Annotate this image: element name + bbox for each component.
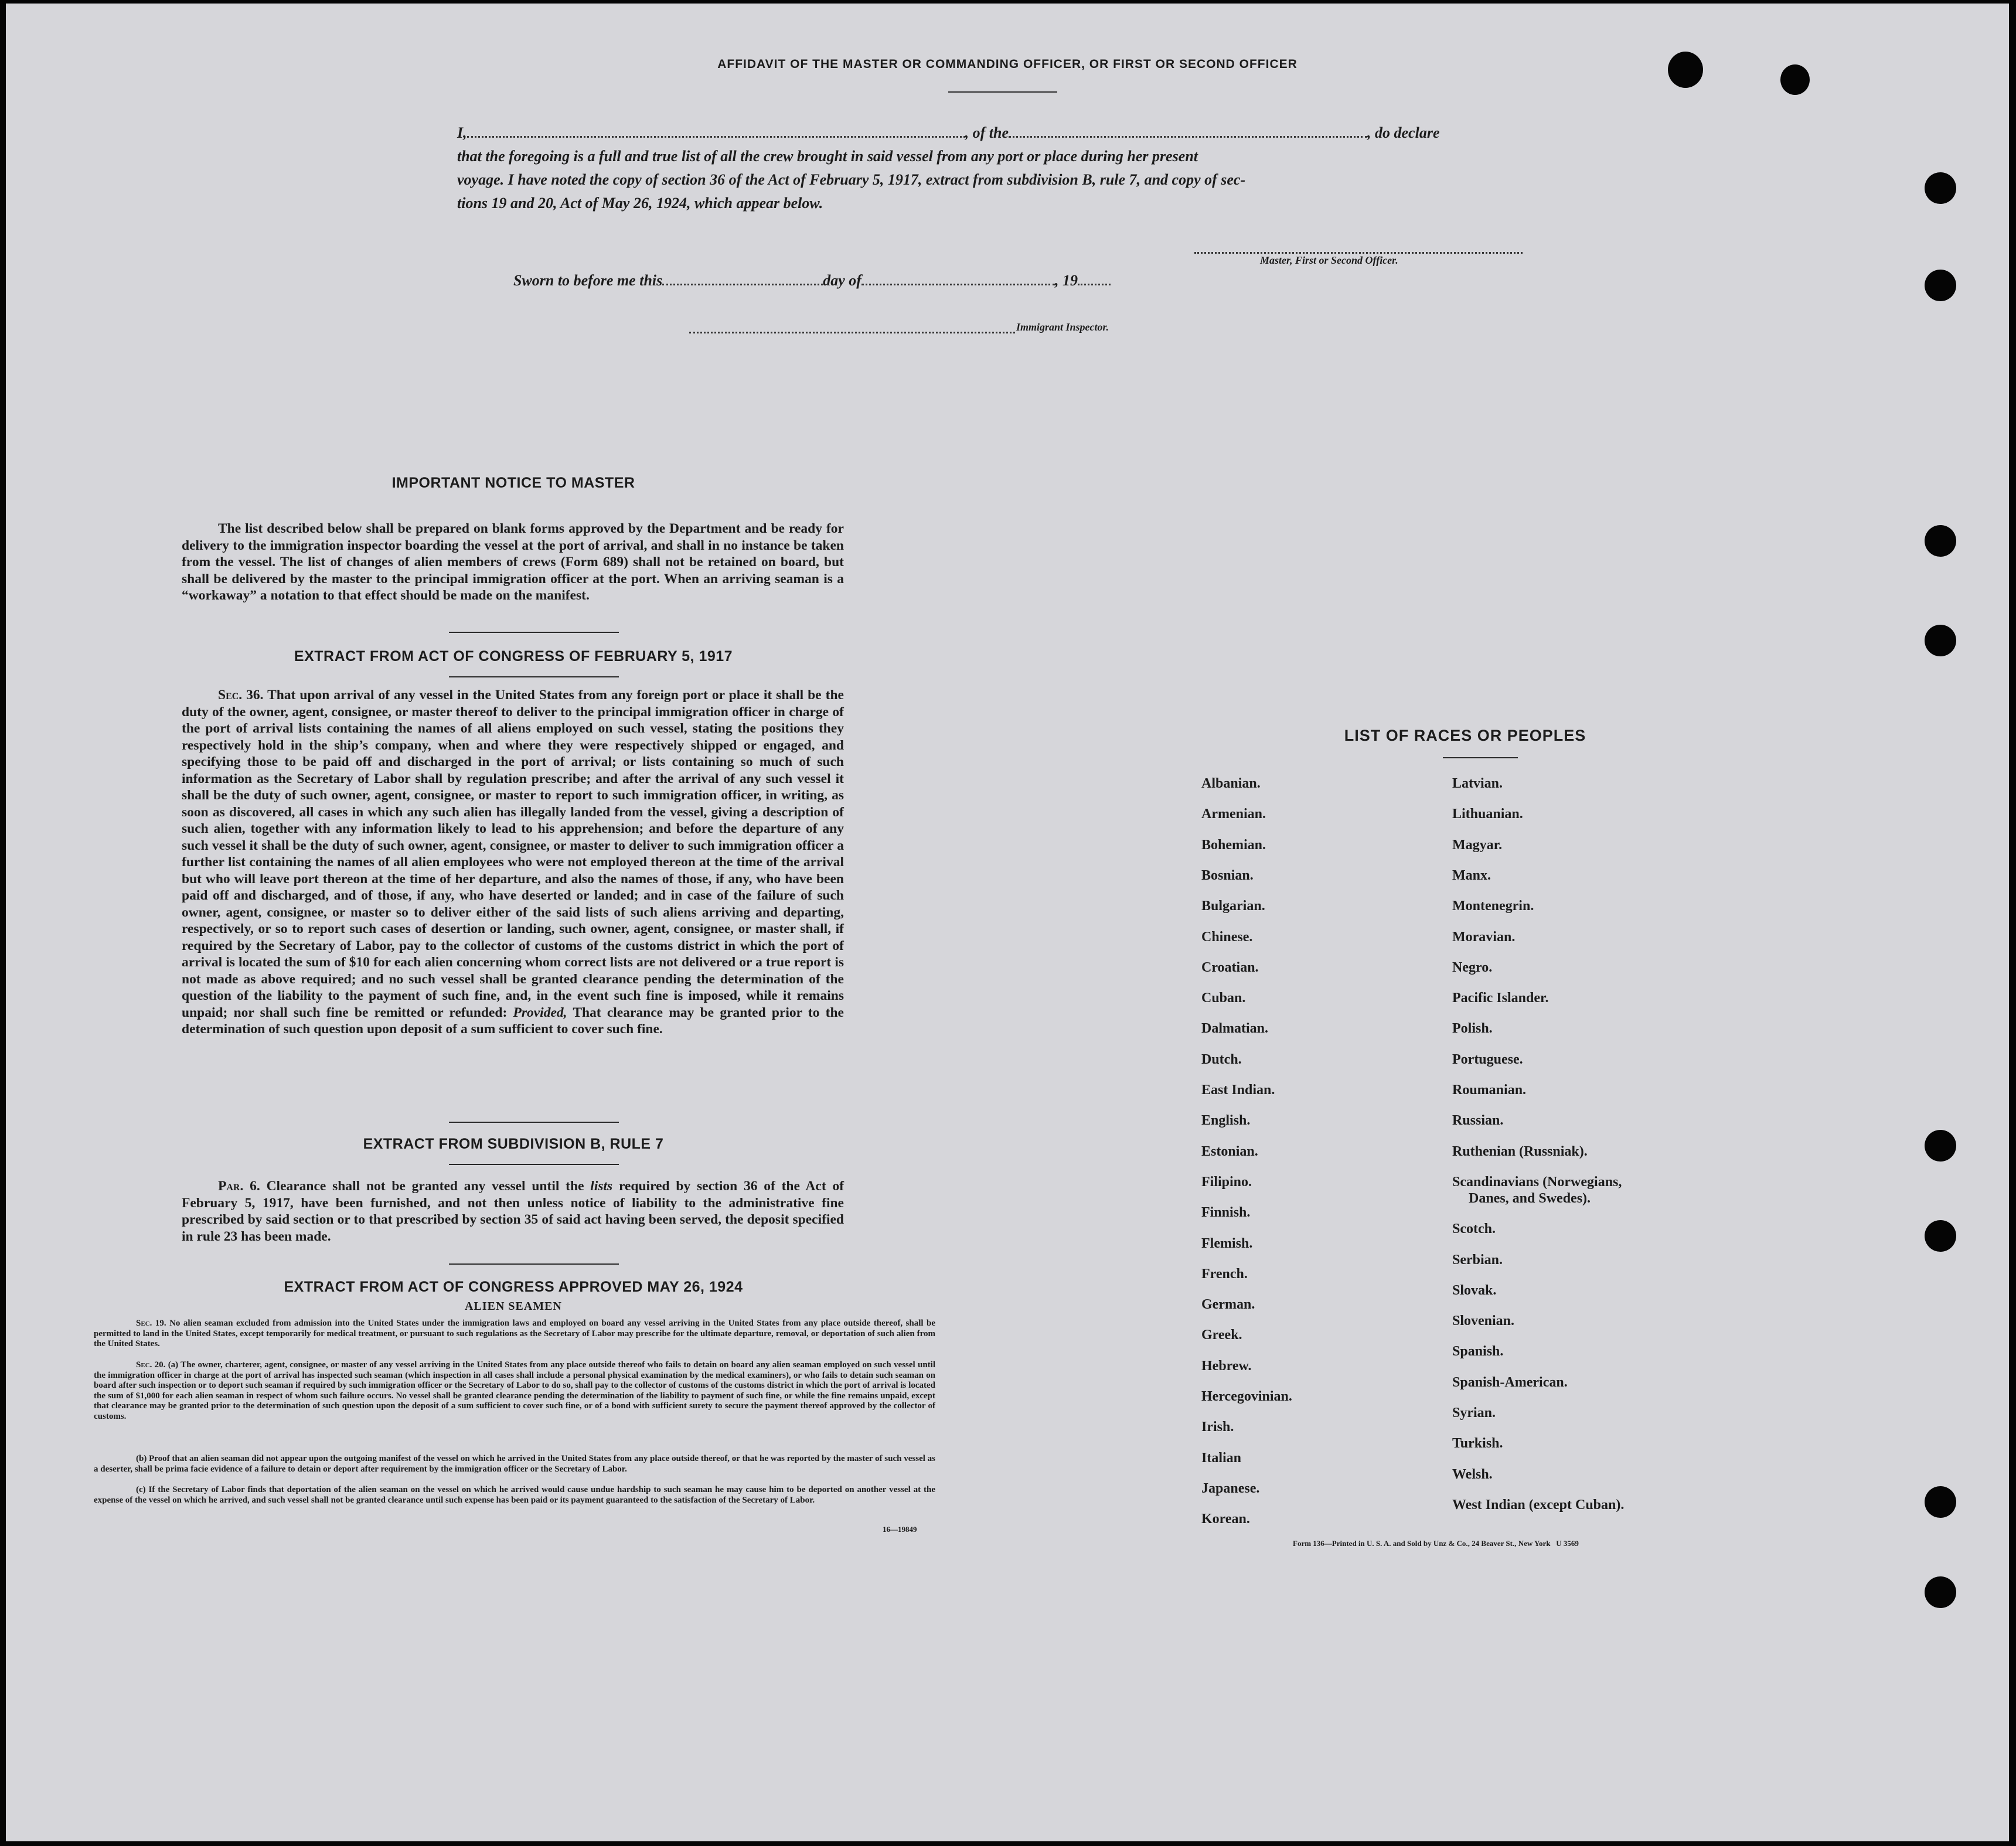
name-blank[interactable]: [467, 124, 965, 138]
race-item: Lithuanian.: [1452, 806, 1523, 822]
race-item: Russian.: [1452, 1113, 1504, 1129]
punch-hole: [1925, 525, 1956, 557]
punch-hole: [1925, 625, 1956, 656]
rule-7-body-a: Clearance shall not be granted any vessel until the: [266, 1179, 584, 1194]
race-item: Portuguese.: [1452, 1051, 1523, 1067]
title-underline: [948, 91, 1057, 93]
section-36-label: Sec. 36.: [218, 687, 264, 703]
race-item: Manx.: [1452, 867, 1491, 883]
affidavit-line-3: voyage. I have noted the copy of section 36 of the Act of February 5, 1917, extract from subdivision B, rule 7, and copy of sec-: [457, 171, 1246, 188]
affidavit-line-2: that the foregoing is a full and true list of all the crew brought in said vessel from any port or place during her present: [457, 148, 1198, 165]
punch-hole: [1925, 1486, 1956, 1518]
race-item: Roumanian.: [1452, 1082, 1527, 1098]
master-caption: Master, First or Second Officer.: [1260, 254, 1398, 266]
race-item: Scotch.: [1452, 1221, 1496, 1237]
race-item: Filipino.: [1201, 1174, 1252, 1190]
rule-7-heading: EXTRACT FROM SUBDIVISION B, RULE 7: [363, 1136, 664, 1152]
races-underline: [1443, 757, 1518, 758]
affidavit-line-4: tions 19 and 20, Act of May 26, 1924, which appear below.: [457, 195, 823, 212]
race-item: Japanese.: [1201, 1480, 1260, 1496]
race-item: Slovak.: [1452, 1282, 1497, 1298]
race-item: Welsh.: [1452, 1466, 1493, 1482]
race-item: Greek.: [1201, 1327, 1242, 1343]
extract-1924-heading: EXTRACT FROM ACT OF CONGRESS APPROVED MAY 26, 1924: [284, 1279, 743, 1295]
affidavit-line-1: [457, 124, 1559, 142]
race-item: Latvian.: [1452, 776, 1503, 791]
divider: [449, 676, 619, 677]
day-blank[interactable]: [662, 272, 823, 285]
inspector-caption: Immigrant Inspector.: [1016, 321, 1109, 333]
inspector-signature-line[interactable]: [689, 320, 1015, 333]
race-item: Magyar.: [1452, 837, 1503, 853]
race-item: West Indian (except Cuban).: [1452, 1497, 1625, 1513]
race-item: Turkish.: [1452, 1436, 1503, 1452]
lists-word: lists: [590, 1179, 613, 1194]
affidavit-title: AFFIDAVIT OF THE MASTER OR COMMANDING OFFICER, OR FIRST OR SECOND OFFICER: [717, 57, 1298, 71]
year-blank[interactable]: [1078, 272, 1111, 285]
form-imprint: Form 136—Printed in U. S. A. and Sold by Unz & Co., 24 Beaver St., New York U 3569: [1293, 1539, 1579, 1548]
race-item: Croatian.: [1201, 959, 1259, 975]
master-signature-line[interactable]: [1194, 240, 1523, 254]
document-page: [6, 4, 2009, 1841]
punch-hole: [1925, 1576, 1956, 1608]
race-item: Chinese.: [1201, 929, 1253, 945]
section-20-label: Sec. 20.: [136, 1360, 166, 1370]
notice-heading: IMPORTANT NOTICE TO MASTER: [391, 475, 635, 491]
section-36-text: [182, 687, 844, 1038]
divider: [449, 1164, 619, 1165]
i-label: I,: [457, 124, 467, 141]
section-20a-text: [94, 1360, 935, 1422]
race-item: East Indian.: [1201, 1082, 1275, 1098]
race-item: Bohemian.: [1201, 837, 1266, 853]
race-item: Montenegrin.: [1452, 898, 1534, 914]
day-of-label: day of: [823, 272, 861, 289]
race-item: Albanian.: [1201, 776, 1261, 791]
extract-1917-heading: EXTRACT FROM ACT OF CONGRESS OF FEBRUARY 5, 1917: [294, 648, 733, 665]
par-6-label: Par. 6.: [218, 1179, 260, 1194]
section-36-end: That clearance may be granted prior to the determination of such question upon deposit of a sum sufficient to cover such fine.: [182, 1004, 844, 1037]
race-item: Moravian.: [1452, 929, 1516, 945]
race-item: Hercegovinian.: [1201, 1389, 1292, 1404]
section-20c-text: (c) If the Secretary of Labor finds that deportation of the alien seaman on the vessel on which he arrived would cause undue hardship to such seaman he may cause him to be deported on another vessel at the expense of the vessel on which he arrived, and such vessel shall not be granted clearance until such expense has been paid or its payment guaranteed to the satisfaction of the Secretary of Labor.: [94, 1485, 935, 1505]
section-19-label: Sec. 19.: [136, 1319, 166, 1328]
race-item: Danes, and Swedes).: [1469, 1190, 1591, 1206]
print-code: 16—19849: [883, 1525, 917, 1534]
race-item: Dutch.: [1201, 1051, 1242, 1067]
races-heading: LIST OF RACES OR PEOPLES: [1344, 727, 1586, 744]
section-36-body: That upon arrival of any vessel in the United States from any foreign port or place it shall be the duty of the owner, agent, consignee, or master thereof to deliver to the principal immigration officer in charge of the port of arrival lists containing the names of all aliens employed on such vessel, stating the positions they respectively hold in the ship’s company, when and where they were respectively shipped or engaged, and specifying those to be paid off and discharged in the port of arrival; or lists containing so much of such information as the Secretary of Labor shall by regulation prescribe; and after the arrival of any such vessel it shall be the duty of such owner, agent, consignee, or master to report to such immigration officer, in writing, as soon as discovered, all cases in which any such alien has illegally landed from the vessel, giving a description of such alien, together with any information likely to lead to his apprehension; and before the departure of any such vessel it shall be the duty of such owner, agent, consignee, or master to deliver to such immigration officer a further list containing the names of all alien employees who were not employed thereon at the time of the arrival but who will leave port thereon at the time of her departure, and also the names of those, if any, who have been paid off and discharged, and of those, if any, who have deserted or landed; and in case of the failure of such owner, agent, consignee, or master so to deliver either of the said lists of such aliens arriving and departing, respectively, or so to report such cases of desertion or landing, such owner, agent, consignee, or master shall, if required by the Secretary of Labor, pay to the collector of customs of the customs district in which the port of arrival is located the sum of $10 for each alien concerning whom correct lists are not delivered or a true report is not made as above required; and no such vessel shall be granted clearance pending the determination of the question of the liability to the payment of such fine, and, in the event such fine is imposed, while it remains unpaid; nor shall such fine be remitted or refunded:: [182, 687, 844, 1020]
race-item: German.: [1201, 1297, 1255, 1313]
race-item: Slovenian.: [1452, 1313, 1515, 1329]
race-item: Armenian.: [1201, 806, 1266, 822]
sworn-line: [513, 272, 1615, 289]
race-item: Italian: [1201, 1450, 1242, 1466]
punch-hole: [1925, 172, 1956, 204]
race-item: Ruthenian (Russniak).: [1452, 1143, 1588, 1159]
provided-word: Provided,: [513, 1004, 567, 1020]
section-20b-text: (b) Proof that an alien seaman did not appear upon the outgoing manifest of the vessel on which he arrived in the United States from any place outside thereof, or that he was reported by the master of such vessel as a deserter, shall be prima facie evidence of a failure to detain or deport after requirement by the immigration officer or the Secretary of Labor.: [94, 1454, 935, 1474]
section-20a-body: (a) The owner, charterer, agent, consignee, or master of any vessel arriving in the United States from any place outside thereof who fails to detain on board any alien seaman employed on such vessel until the immigration officer in charge at the port of arrival has inspected such seaman (which inspection in all cases shall include a personal physical examination by the medical examiners), or who fails to detain such seaman on board after such inspection or to deport such seaman if required by such immigration officer or the Secretary of Labor to do so, shall pay to the collector of customs of the customs district in which the port of arrival is located the sum of $1,000 for each alien seaman in respect of whom such failure occurs. No vessel shall be granted clearance pending the determination of the liability to payment of such fine, or while the fine remains unpaid, except that clearance may be granted prior to the determination of such question upon the deposit of a sum sufficient to cover such fine, or of a bond with sufficient surety to secure the payment thereof approved by the collector of customs.: [94, 1360, 935, 1421]
notice-text: The list described below shall be prepared on blank forms approved by the Department and be ready for delivery to the immigration inspector boarding the vessel at the port of arrival, and shall in no instance be taken from the vessel. The list of changes of alien members of crews (Form 689) shall not be retained on board, but shall be delivered by the master to the principal immigration officer at the port. When an arriving seaman is a “workaway” a notation to that effect should be made on the manifest.: [182, 521, 844, 603]
race-item: Serbian.: [1452, 1252, 1503, 1268]
punch-hole: [1925, 270, 1956, 301]
divider: [449, 1122, 619, 1123]
race-item: Cuban.: [1201, 990, 1246, 1006]
year-label: , 19: [1054, 272, 1078, 289]
race-item: Polish.: [1452, 1021, 1493, 1037]
race-item: Bulgarian.: [1201, 898, 1265, 914]
race-item: Pacific Islander.: [1452, 990, 1549, 1006]
race-item: Korean.: [1201, 1511, 1250, 1527]
race-item: Negro.: [1452, 959, 1493, 975]
race-item: Finnish.: [1201, 1205, 1251, 1221]
divider: [449, 632, 619, 633]
alien-seamen-subheading: ALIEN SEAMEN: [465, 1300, 562, 1313]
race-item: Irish.: [1201, 1419, 1234, 1435]
sworn-label: Sworn to before me this: [513, 272, 663, 289]
month-blank[interactable]: [861, 272, 1055, 285]
punch-hole: [1925, 1130, 1956, 1162]
of-the-label: , of the: [965, 124, 1009, 141]
punch-hole: [1925, 1220, 1956, 1252]
race-item: Scandinavians (Norwegians,: [1452, 1174, 1622, 1190]
race-item: English.: [1201, 1113, 1251, 1129]
do-declare-label: , do declare: [1367, 124, 1440, 141]
race-item: Estonian.: [1201, 1143, 1258, 1159]
race-item: Bosnian.: [1201, 867, 1254, 883]
vessel-blank[interactable]: [1009, 124, 1367, 138]
rule-7-body-b: required by section 36 of the Act of February 5, 1917, have been furnished, and not then unless notice of liability to the administrative fine prescribed by said section or to that prescribed by section 35 of said act having been served, the deposit specified in rule 23 has been made.: [182, 1179, 844, 1244]
race-item: French.: [1201, 1266, 1248, 1282]
section-19-text: [94, 1319, 935, 1350]
section-19-body: No alien seaman excluded from admission into the United States under the immigration laws and employed on board any vessel arriving in the United States from any place outside thereof, shall be permitted to land in the United States, except temporarily for medical treatment, or pursuant to such regulations as the Secretary of Labor may prescribe for the ultimate departure, removal, or deportation of such alien from the United States.: [94, 1319, 936, 1348]
race-item: Spanish.: [1452, 1344, 1504, 1360]
divider: [449, 1263, 619, 1265]
race-item: Syrian.: [1452, 1405, 1496, 1421]
race-item: Flemish.: [1201, 1235, 1253, 1251]
race-item: Spanish-American.: [1452, 1374, 1568, 1390]
race-item: Dalmatian.: [1201, 1021, 1268, 1037]
rule-7-text: [182, 1178, 844, 1245]
race-item: Hebrew.: [1201, 1358, 1252, 1374]
